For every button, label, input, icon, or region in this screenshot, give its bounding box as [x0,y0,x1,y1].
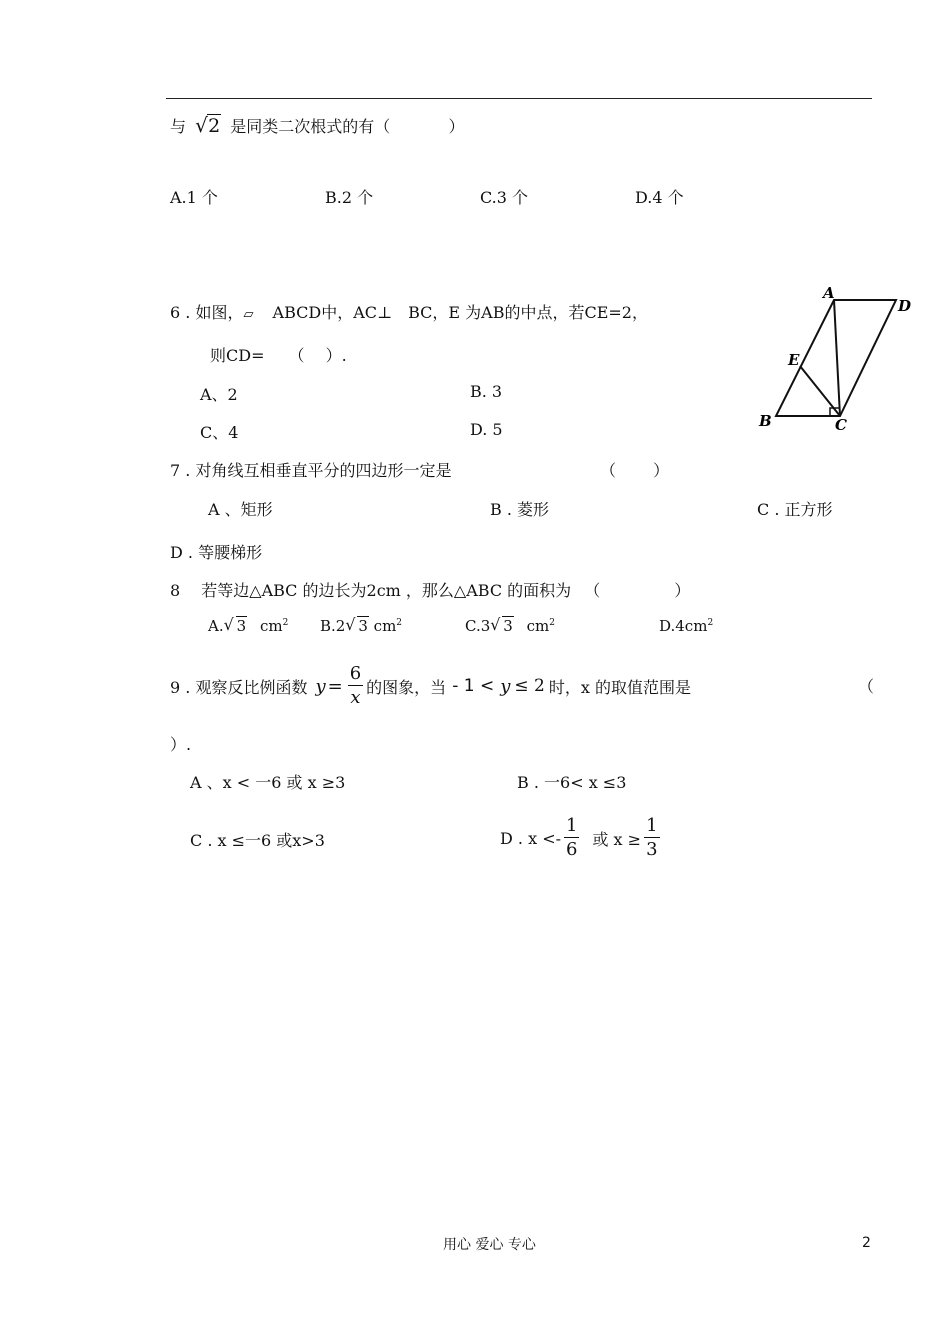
label-e: E [788,351,800,369]
q8-b-exp: 2 [396,618,403,628]
q7-bracket: （ ） [600,461,670,480]
q8-option-d [659,617,713,635]
q5-option-a: A.1 个 [170,188,218,207]
q9-number: 9 . 观察反比例函数 [170,677,308,697]
parallelogram-icon: ▱ [243,307,254,322]
q7-option-d: D . 等腰梯形 [170,543,263,562]
label-c: C [835,416,847,434]
q5-stem [170,114,464,137]
parallelogram-figure [752,282,922,437]
q8-a-unit: cm [259,617,283,635]
q7-option-b: B . 菱形 [490,500,550,519]
q9-d-fraction-1 [564,817,579,859]
q7-option-a: A 、矩形 [208,500,273,519]
segment-ac [834,300,840,416]
q9-d-den2: 3 [646,839,658,860]
q9-y2: y [500,675,511,697]
q8-d-exp: 2 [707,618,714,628]
q9-option-c: C . x ≤一6 或x>3 [190,831,325,850]
q8-c-sqrt [490,617,514,635]
q7-stem: 7 . 对角线互相垂直平分的四边形一定是 [170,461,452,480]
q6-condition: ABCD中，AC⊥ BC，E 为AB的中点，若CE=2， [272,303,648,322]
q6-stem [170,300,648,323]
label-a: A [823,284,835,302]
q8-b-label: B. [320,617,336,635]
q8-d-label: D.4cm [659,617,708,635]
q8-c-label: C. [465,617,481,635]
q9-d-fraction-2 [644,817,659,859]
q9-d-den1: 6 [566,839,578,860]
q9-d-mid: 或 x ≥ [592,829,642,849]
q8-stem: 8 若等边△ABC 的边长为2cm ，那么△ABC 的面积为 （ ） [170,581,691,600]
q8-b-radicand: 3 [358,617,368,635]
q9-y: y [315,675,326,697]
q9-close-paren: ）. [170,735,192,754]
q8-a-label: A. [208,617,224,635]
q5-prefix: 与 [170,117,187,136]
q6-number: 6 . 如图， [170,303,244,322]
page-number: 2 [862,1235,871,1251]
q6-option-a: A、2 [200,385,238,404]
label-b: B [759,412,772,430]
q8-b-sqrt [345,617,369,635]
q7-option-c: C . 正方形 [757,500,833,519]
q9-d-prefix: D . x <- [500,828,562,848]
q8-option-a [208,617,288,635]
q5-option-b: B.2 个 [325,188,374,207]
q6-option-d: D. 5 [470,420,503,439]
q5-suffix: 是同类二次根式的有（ ） [230,117,465,136]
q9-middle: 的图象，当 [366,677,447,697]
q9-open-paren: （ [858,677,875,696]
q8-a-sqrt [224,617,248,635]
q8-a-exp: 2 [282,618,289,628]
label-d: D [898,297,912,315]
q6-option-b: B. 3 [470,382,503,401]
q5-option-c: C.3 个 [480,188,529,207]
q9-equals: = [327,675,343,697]
q8-c-coef: 3 [480,617,491,635]
q8-b-unit: cm [373,617,397,635]
header-rule [166,98,872,99]
q8-option-b [320,617,402,635]
q9-stem [170,656,691,716]
q9-end: 时，x 的取值范围是 [548,677,691,697]
q8-b-coef: 2 [335,617,346,635]
q9-denominator: x [350,687,361,708]
q9-range: - 1 < [452,676,495,696]
q9-numerator: 6 [349,663,362,684]
q9-option-d [500,812,663,864]
q5-sqrt [195,115,221,137]
q8-c-exp: 2 [549,618,555,628]
q6-option-c: C、4 [200,423,239,442]
q9-option-b: B . 一6< x ≤3 [517,773,627,792]
q8-c-radicand: 3 [503,617,513,635]
q9-fraction [348,665,363,707]
q9-le: ≤ 2 [514,676,545,696]
q8-a-radicand: 3 [236,617,247,635]
q8-c-unit: cm [526,617,550,635]
q5-option-d: D.4 个 [635,188,684,207]
footer-slogan: 用心 爱心 专心 [443,1237,536,1253]
q9-d-num1: 1 [566,815,578,836]
q9-d-num2: 1 [646,815,658,836]
q9-option-a: A 、x < 一6 或 x ≥3 [190,773,346,792]
q8-option-c [465,617,555,635]
q6-question: 则CD= （ ）. [210,346,347,365]
q5-radicand: 2 [208,115,221,137]
